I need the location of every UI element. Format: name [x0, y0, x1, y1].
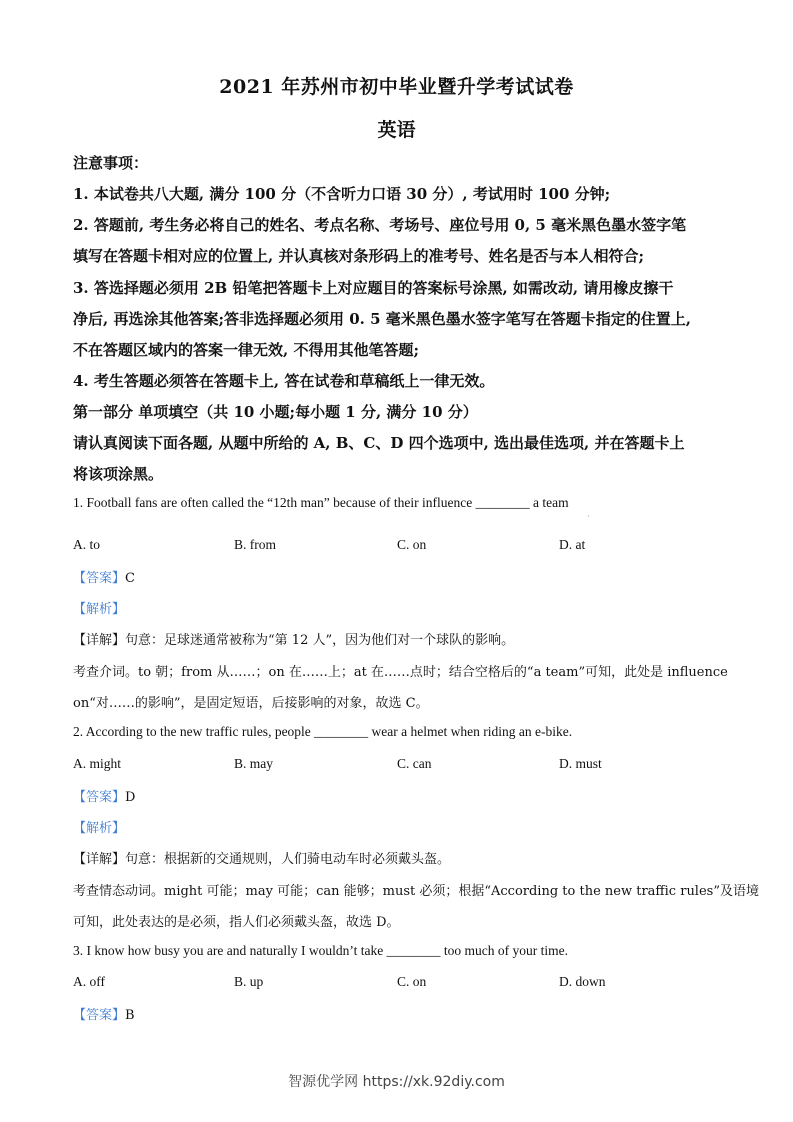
section-heading: 第一部分 单项填空（共 10 小题;每小题 1 分, 满分 10 分） — [73, 403, 478, 421]
question-stem-1: 1. Football fans are often called the “12th man” because of their influence ________ a team — [73, 495, 569, 510]
section-instruction: 请认真阅读下面各题, 从题中所给的 A, B、C、D 四个选项中, 选出最佳选项, 并在答题卡上 — [73, 434, 685, 452]
answer-row — [73, 786, 135, 805]
option-c: C. on — [397, 537, 427, 552]
notice-line: 1. 本试卷共八大题, 满分 100 分（不含听力口语 30 分）, 考试用时 100 分钟; — [73, 185, 611, 203]
detail-tag: 【详解】 — [73, 633, 126, 648]
detail-text: 考查介词。to 朝；from 从……；on 在……上；at 在……点时；结合空格后的“a team”可知，此处是 influence — [73, 665, 728, 680]
footer-watermark: 智源优学网 https://xk.92diy.com — [288, 1074, 505, 1090]
option-a: A. might — [73, 756, 122, 771]
option-d: D. down — [559, 974, 606, 989]
detail-text: on“对……的影响”，是固定短语，后接影响的对象，故选 C。 — [73, 696, 429, 711]
notice-line: 3. 答选择题必须用 2B 铅笔把答题卡上对应题目的答案标号涂黑, 如需改动, 请用橡皮擦干 — [73, 279, 674, 297]
option-d: D. must — [559, 756, 602, 771]
question-stem-3: 3. I know how busy you are and naturally I wouldn’t take ________ too much of your time. — [73, 943, 569, 958]
analysis-tag: 【解析】 — [73, 602, 126, 617]
option-c: C. can — [397, 756, 432, 771]
subject-heading: 英语 — [377, 119, 416, 141]
option-a: A. off — [73, 974, 105, 989]
notice-line: 填写在答题卡相对应的位置上, 并认真核对条形码上的准考号、姓名是否与本人相符合; — [73, 247, 644, 265]
detail-row — [73, 629, 514, 648]
detail-text: 考查情态动词。might 可能；may 可能；can 能够；must 必须；根据“According to the new traffic rules”及语境 — [73, 884, 759, 899]
question-stem-2: 2. According to the new traffic rules, people ________ wear a helmet when riding an e-bike. — [73, 724, 573, 739]
notice-line: 净后, 再选涂其他答案;答非选择题必须用 0. 5 毫米黑色墨水签字笔写在答题卡指定的住置上, — [73, 310, 691, 328]
answer-row — [73, 567, 135, 586]
notice-line: 4. 考生答题必须答在答题卡上, 答在试卷和草稿纸上一律无效。 — [73, 372, 495, 390]
analysis-tag: 【解析】 — [73, 821, 126, 836]
detail-tag: 【详解】 — [73, 852, 126, 867]
stray-mark: · — [587, 512, 590, 521]
answer-tag: 【答案】 — [73, 571, 126, 586]
notice-line: 不在答题区域内的答案一律无效, 不得用其他笔答题; — [73, 341, 419, 359]
option-b: B. may — [234, 756, 273, 771]
notice-line: 2. 答题前, 考生务必将自己的姓名、考点名称、考场号、座位号用 0, 5 毫米黑色墨水签字笔 — [73, 216, 687, 234]
detail-text: 可知，此处表达的是必须，指人们必须戴头盔，故选 D。 — [73, 915, 400, 930]
page-title: 2021 年苏州市初中毕业暨升学考试试卷 — [219, 76, 574, 98]
option-d: D. at — [559, 537, 586, 552]
answer-value: C — [125, 571, 135, 586]
section-instruction: 将该项涂黑。 — [73, 465, 164, 483]
answer-value: D — [125, 790, 136, 805]
detail-text: 句意：足球迷通常被称为“第 12 人”，因为他们对一个球队的影响。 — [125, 633, 515, 648]
answer-value: B — [125, 1008, 135, 1023]
detail-row — [73, 848, 450, 867]
answer-row — [73, 1004, 135, 1023]
option-c: C. on — [397, 974, 427, 989]
option-b: B. from — [234, 537, 276, 552]
option-a: A. to — [73, 537, 100, 552]
answer-tag: 【答案】 — [73, 1008, 126, 1023]
option-b: B. up — [234, 974, 264, 989]
detail-text: 句意：根据新的交通规则，人们骑电动车时必须戴头盔。 — [125, 852, 451, 867]
notice-heading: 注意事项： — [73, 154, 149, 172]
answer-tag: 【答案】 — [73, 790, 126, 805]
